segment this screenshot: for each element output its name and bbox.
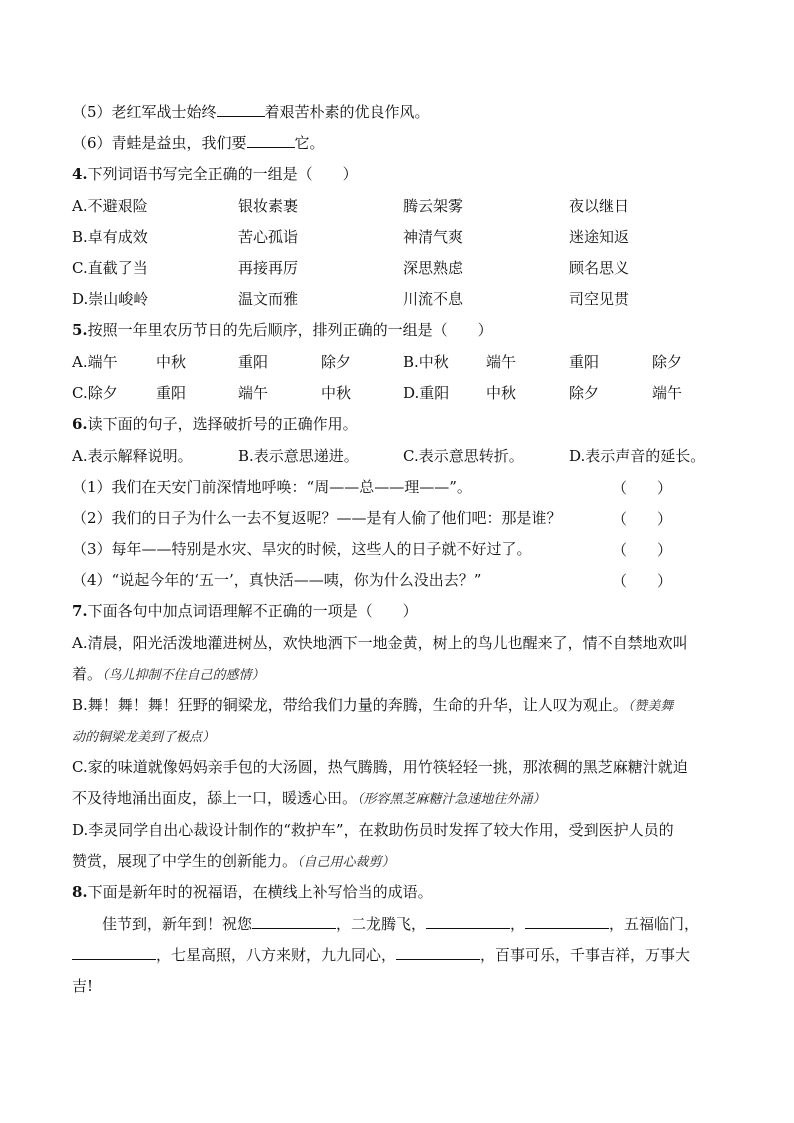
q7-option-c-line1[interactable]: C.家的味道就像妈妈亲手包的大汤圆，热气腾腾，用竹筷轻轻一挑，那浓稠的黑芝麻糖汁就迫 bbox=[72, 758, 688, 776]
answer-blank[interactable] bbox=[396, 945, 480, 960]
q7-option-b-line2: 动的铜梁龙美到了极点） bbox=[72, 730, 216, 745]
q7-option-c-line2: 不及待地涌出面皮，舔上一口，暖透心田。（形容黑芝麻糖汁急速地往外涌） bbox=[72, 789, 546, 807]
answer-blank[interactable] bbox=[426, 914, 510, 929]
q8-stem: 8.下面是新年时的祝福语，在横线上补写恰当的成语。 bbox=[72, 883, 433, 901]
answer-blank[interactable] bbox=[525, 914, 609, 929]
answer-paren[interactable]: （ ） bbox=[612, 572, 673, 590]
answer-blank[interactable] bbox=[247, 133, 295, 148]
q7-stem: 7.下面各句中加点词语理解不正确的一项是（ ） bbox=[72, 602, 418, 620]
answer-paren[interactable]: （ ） bbox=[612, 541, 673, 559]
answer-blank[interactable] bbox=[252, 914, 336, 929]
q8-line2: ，七星高照，八方来财，九九同心， ，百事可乐，千事吉祥，万事大 bbox=[72, 945, 742, 965]
q3-item-6: （6）青蛙是益虫，我们要 它。 bbox=[72, 134, 325, 152]
q6-stem: 6.读下面的句子，选择破折号的正确作用。 bbox=[72, 415, 358, 433]
q3-item-5: （5）老红军战士始终 着艰苦朴素的优良作风。 bbox=[72, 103, 430, 121]
q6-item-4: （4）“说起今年的‘五一’，真快活——咦，你为什么没出去？” bbox=[72, 571, 482, 589]
q5-stem: 5.按照一年里农历节日的先后顺序，排列正确的一组是（ ） bbox=[72, 321, 493, 339]
q7-option-a-line2: 着。（鸟儿抑制不住自己的感情） bbox=[72, 665, 265, 683]
answer-paren[interactable]: （ ） bbox=[612, 479, 673, 497]
q7-option-d-line1[interactable]: D.李灵同学自出心裁设计制作的“救护车”，在救助伤员时发挥了较大作用，受到医护人员的 bbox=[72, 821, 674, 839]
answer-blank[interactable] bbox=[217, 102, 265, 117]
q7-option-d-line2: 赞赏，展现了中学生的创新能力。（自己用心裁剪） bbox=[72, 852, 395, 870]
answer-paren[interactable]: （ ） bbox=[612, 510, 673, 528]
q7-option-b-line1[interactable]: B.舞！舞！舞！狂野的铜梁龙，带给我们力量的奔腾，生命的升华，让人叹为观止。（赞美舞 bbox=[72, 696, 674, 714]
q8-line3: 吉! bbox=[72, 977, 94, 995]
q4-stem: 4.下列词语书写完全正确的一组是（ ） bbox=[72, 165, 358, 183]
q8-line1: 佳节到，新年到！祝您 ，二龙腾飞， ， ，五福临门， bbox=[102, 915, 700, 933]
answer-blank[interactable] bbox=[72, 945, 156, 960]
q6-item-1: （1）我们在天安门前深情地呼唤：“周——总——理——”。 bbox=[72, 478, 472, 496]
q6-item-2: （2）我们的日子为什么一去不复返呢？——是有人偷了他们吧：那是谁？ bbox=[72, 509, 562, 527]
q7-option-a-line1[interactable]: A.清晨，阳光活泼地灌进树丛，欢快地洒下一地金黄，树上的鸟儿也醒来了，情不自禁地欢叫 bbox=[72, 634, 688, 652]
q6-item-3: （3）每年——特别是水灾、旱灾的时候，这些人的日子就不好过了。 bbox=[72, 540, 532, 558]
